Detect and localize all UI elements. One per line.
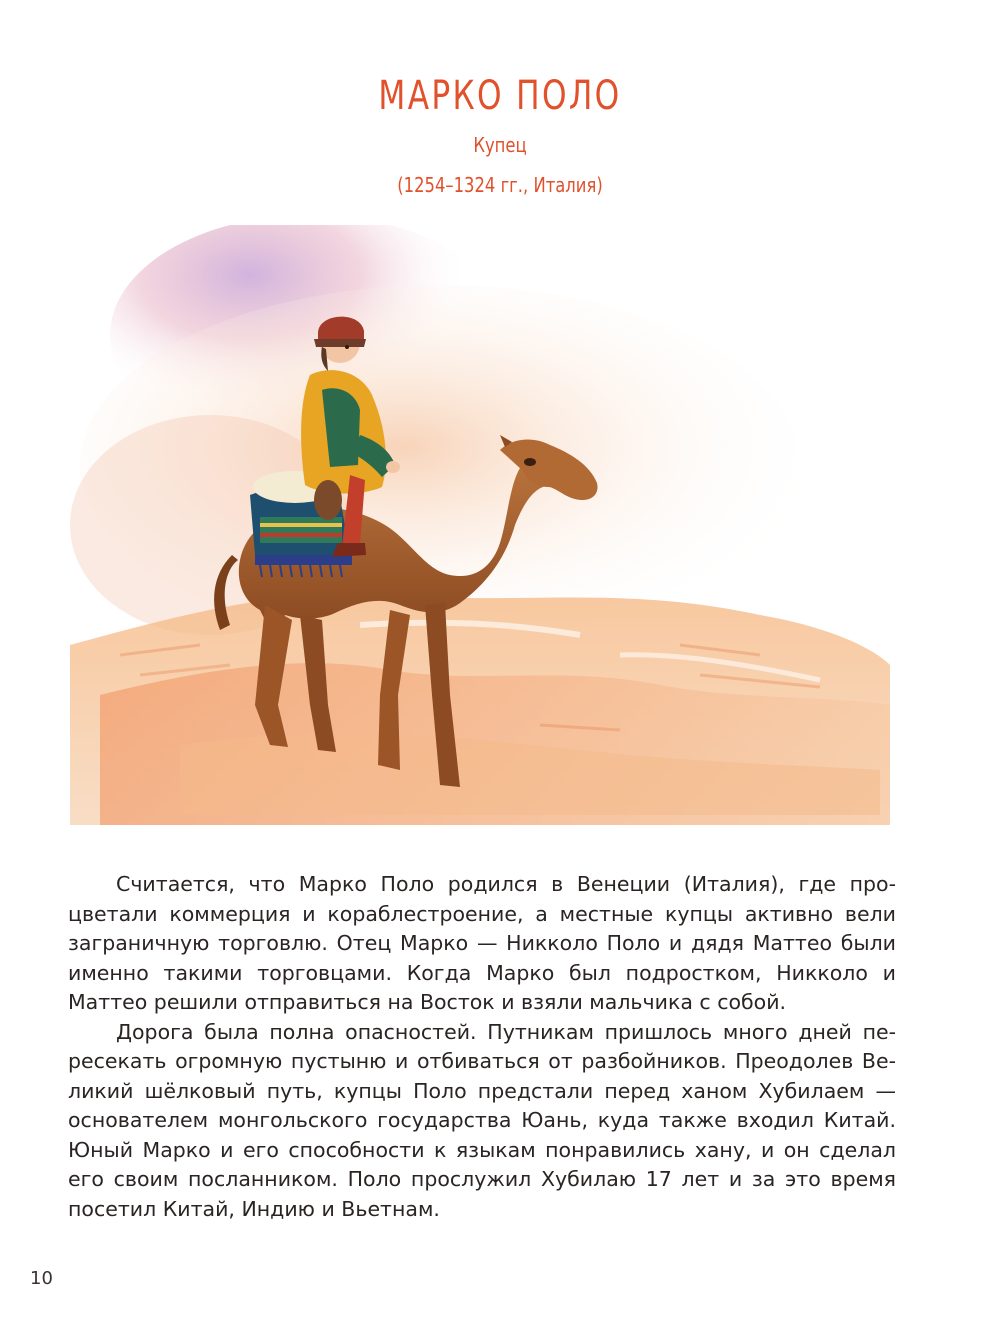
chapter-subtitle: Купец bbox=[473, 133, 527, 157]
camel-rider-illustration bbox=[60, 225, 900, 825]
paragraph-1: Считается, что Марко Поло родился в Венеции (Италия), где процветали коммерция и кораблестроение, а местные купцы активно вели заграничную торговлю. Отец Марко — Никколо Поло и дядя Маттео были именно такими торговцами. Когда Марко был подростком, Никколо и Маттео решили отправиться на Восток и взяли мальчика с собой. bbox=[68, 872, 896, 1014]
page-number: 10 bbox=[30, 1268, 53, 1289]
chapter-header bbox=[0, 70, 1000, 198]
chapter-dates: (1254–1324 гг., Италия) bbox=[397, 173, 603, 197]
chapter-title: МАРКО ПОЛО bbox=[378, 73, 622, 119]
paragraph-2: Дорога была полна опасностей. Путникам пришлось много дней пересекать огромную пустыню и отбиваться от разбойников. Преодолев Великий шёлковый путь, купцы Поло предстали перед ханом Хубилаем — основателем монгольского государства Юань, куда также входил Китай. Юный Марко и его способности к языкам понравились хану, и он сделал его своим посланником. Поло прослужил Хубилаю 17 лет и за это время посетил Китай, Индию и Вьетнам. bbox=[68, 1019, 896, 1221]
article-body bbox=[68, 870, 896, 1224]
desert-dunes bbox=[70, 593, 890, 825]
